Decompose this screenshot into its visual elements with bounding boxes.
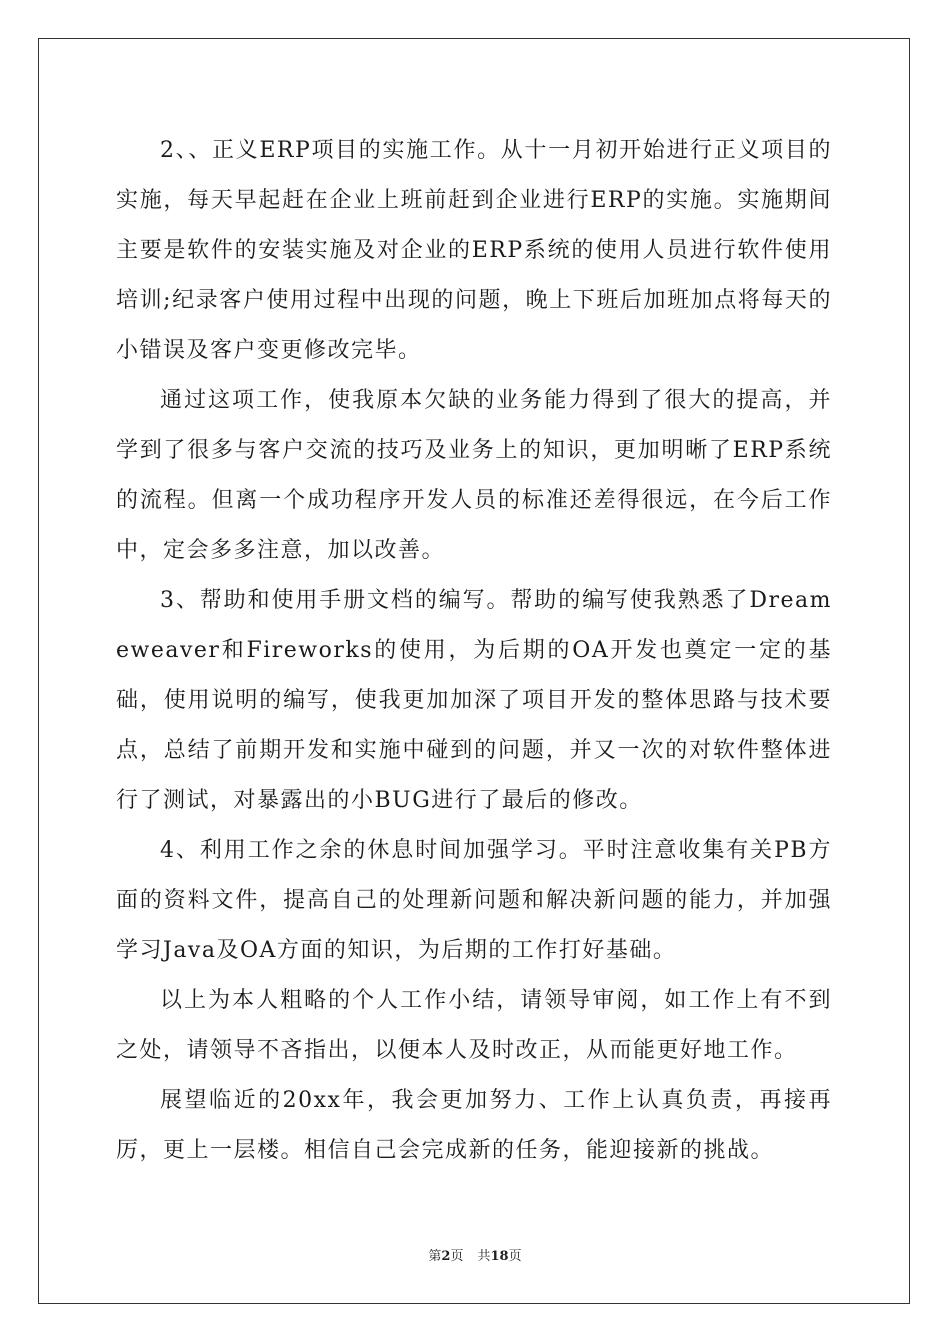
footer-total-pages: 18	[490, 1249, 509, 1264]
paragraph-help-manual: 3、帮助和使用手册文档的编写。帮助的编写使我熟悉了Dreameweaver和Fireworks的使用，为后期的OA开发也奠定一定的基础，使用说明的编写，使我更加加深了项目开发的整体思路与技术要点，总结了前期开发和实施中碰到的问题，并又一次的对软件整体进行了测试，对暴露出的小BUG进行了最后的修改。	[116, 588, 832, 813]
paragraph-reflection: 通过这项工作，使我原本欠缺的业务能力得到了很大的提高，并学到了很多与客户交流的技巧及业务上的知识，更加明晰了ERP系统的流程。但离一个成功程序开发人员的标准还差得很远，在今后工作中，定会多多注意，加以改善。	[116, 388, 832, 563]
document-body	[116, 126, 832, 1176]
footer-page-prefix: 第	[428, 1249, 442, 1264]
footer-total-suffix: 页	[508, 1249, 522, 1264]
footer-total-prefix: 共	[477, 1249, 491, 1264]
paragraph-study: 4、利用工作之余的休息时间加强学习。平时注意收集有关PB方面的资料文件，提高自己的处理新问题和解决新问题的能力，并加强学习Java及OA方面的知识，为后期的工作打好基础。	[116, 838, 833, 963]
page-footer	[0, 1248, 950, 1266]
paragraph-outlook: 展望临近的20xx年，我会更加努力、工作上认真负责，再接再厉，更上一层楼。相信自己会完成新的任务，能迎接新的挑战。	[116, 1088, 832, 1163]
footer-page-suffix: 页	[450, 1249, 464, 1264]
footer-page-number: 2	[441, 1249, 451, 1264]
paragraph-summary: 以上为本人粗略的个人工作小结，请领导审阅，如工作上有不到之处，请领导不吝指出，以便本人及时改正，从而能更好地工作。	[116, 988, 832, 1063]
paragraph-erp-implementation: 2、、正义ERP项目的实施工作。从十一月初开始进行正义项目的实施，每天早起赶在企业上班前赶到企业进行ERP的实施。实施期间主要是软件的安装实施及对企业的ERP系统的使用人员进行软件使用培训;纪录客户使用过程中出现的问题，晚上下班后加班加点将每天的小错误及客户变更修改完毕。	[116, 138, 832, 363]
